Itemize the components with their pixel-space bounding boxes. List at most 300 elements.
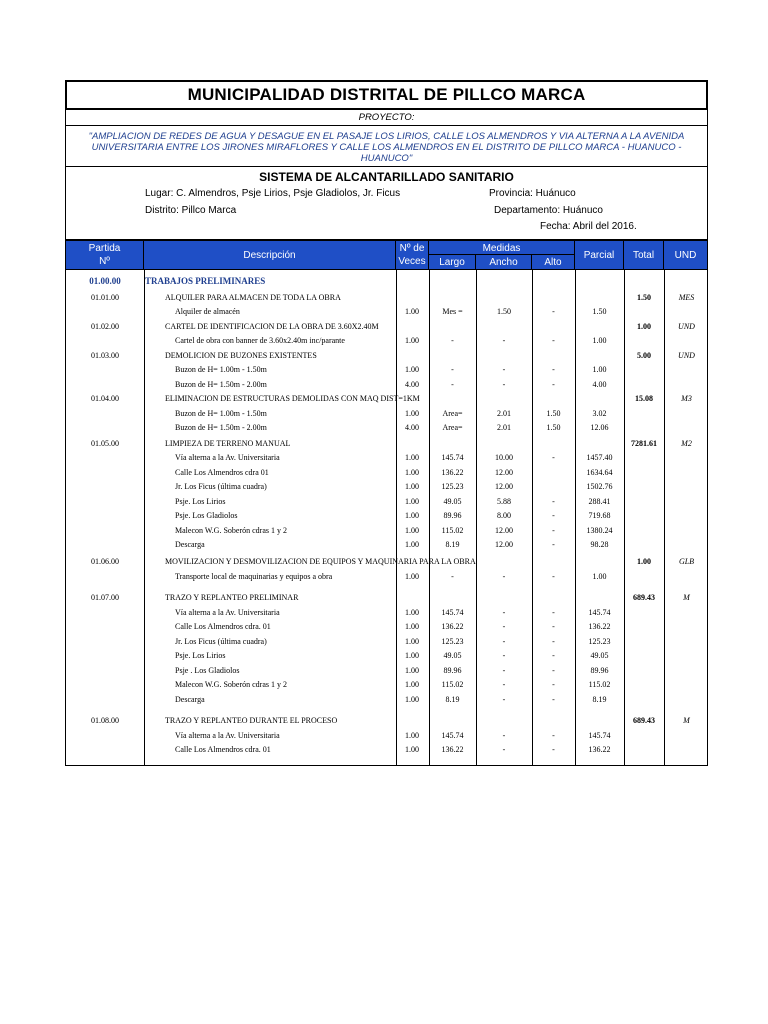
- cell-desc: Psje. Los Lirios: [175, 496, 226, 506]
- cell-code: [66, 728, 144, 743]
- cell-desc: MOVILIZACION Y DESMOVILIZACION DE EQUIPOS Y MAQUINARIA PARA LA OBRA: [165, 556, 476, 566]
- cell-total: 5.00: [637, 350, 651, 360]
- cell-alto: [532, 436, 575, 451]
- cell-total: 1.50: [637, 292, 651, 302]
- cell-parcial: 1.00: [592, 364, 607, 374]
- cell-ancho: [476, 391, 532, 406]
- cell-desc: Malecon W.G. Soberón cdras 1 y 2: [175, 679, 287, 689]
- cell-total: [624, 362, 664, 377]
- cell-parcial: 98.28: [590, 539, 609, 549]
- item-detail-row: [66, 479, 707, 494]
- col-alto: Alto: [532, 254, 575, 269]
- cell-alto: -: [552, 306, 555, 316]
- col-no-label: Nº: [99, 256, 110, 267]
- item-detail-row: [66, 304, 707, 319]
- cell-und: [664, 742, 709, 757]
- district-text: Distrito: Pillco Marca: [145, 205, 237, 216]
- cell-veces: 1.00: [405, 650, 419, 660]
- cell-total: 15.08: [635, 393, 653, 403]
- col-veces-label-1: Nº de: [399, 243, 425, 254]
- col-largo: Largo: [429, 254, 476, 269]
- cell-largo: 145.74: [441, 607, 464, 617]
- cell-veces: 1.00: [405, 452, 419, 462]
- cell-und: UND: [678, 321, 695, 331]
- item-detail-row: [66, 333, 707, 348]
- cell-und: [664, 569, 709, 584]
- item-detail-row: [66, 692, 707, 707]
- cell-parcial: 145.74: [588, 730, 611, 740]
- cell-parcial: 4.00: [592, 379, 607, 389]
- cell-alto: -: [552, 744, 555, 754]
- item-detail-row: [66, 377, 707, 392]
- cell-veces: 4.00: [405, 379, 419, 389]
- cell-und: GLB: [678, 556, 695, 566]
- cell-und: [664, 494, 709, 509]
- cell-alto: [532, 465, 575, 480]
- cell-parcial: 8.19: [592, 694, 607, 704]
- cell-code: 01.03.00: [91, 350, 119, 360]
- cell-desc: Jr. Los Ficus (última cuadra): [175, 636, 267, 646]
- cell-code: [66, 677, 144, 692]
- cell-ancho: [476, 436, 532, 451]
- table-header: [65, 240, 708, 270]
- col-medidas: Medidas: [429, 241, 575, 256]
- cell-total: [624, 333, 664, 348]
- cell-parcial: [575, 713, 624, 728]
- item-detail-row: [66, 569, 707, 584]
- item-header-row: [66, 319, 707, 334]
- cell-largo: [429, 391, 476, 406]
- cell-ancho: -: [502, 571, 506, 581]
- item-header-row: [66, 713, 707, 728]
- item-detail-row: [66, 728, 707, 743]
- cell-desc: Jr. Los Ficus (última cuadra): [175, 481, 267, 491]
- cell-total: [624, 619, 664, 634]
- cell-parcial: [575, 348, 624, 363]
- cell-desc: Vía alterna a la Av. Universitaria: [175, 730, 280, 740]
- cell-desc: Vía alterna a la Av. Universitaria: [175, 452, 280, 462]
- cell-veces: 1.00: [405, 539, 419, 549]
- cell-und: [664, 537, 709, 552]
- cell-total: 1.00: [637, 556, 651, 566]
- cell-alto: 1.50: [546, 422, 561, 432]
- cell-code: [66, 742, 144, 757]
- cell-desc: Malecon W.G. Soberón cdras 1 y 2: [175, 525, 287, 535]
- cell-total: [624, 648, 664, 663]
- cell-parcial: 719.68: [588, 510, 611, 520]
- cell-parcial: 125.23: [588, 636, 611, 646]
- cell-parcial: [575, 554, 624, 569]
- cell-alto: -: [552, 364, 555, 374]
- cell-ancho: 12.00: [495, 525, 513, 535]
- item-detail-row: [66, 494, 707, 509]
- cell-ancho: [476, 319, 532, 334]
- cell-und: [664, 333, 709, 348]
- cell-veces: 1.00: [405, 510, 419, 520]
- cell-total: [624, 494, 664, 509]
- cell-desc: LIMPIEZA DE TERRENO MANUAL: [165, 438, 291, 448]
- location-text: Lugar: C. Almendros, Psje Lirios, Psje Gladiolos, Jr. Ficus: [145, 188, 401, 199]
- col-veces: [396, 241, 429, 269]
- cell-desc: Descarga: [175, 539, 205, 549]
- cell-parcial: [575, 290, 624, 305]
- cell-alto: -: [552, 679, 555, 689]
- cell-veces: [396, 713, 428, 728]
- cell-ancho: 10.00: [495, 452, 513, 462]
- cell-code: [66, 406, 144, 421]
- cell-alto: -: [552, 650, 555, 660]
- cell-ancho: 8.00: [497, 510, 511, 520]
- cell-alto: [532, 479, 575, 494]
- cell-largo: 115.02: [441, 679, 464, 689]
- cell-parcial: 145.74: [588, 607, 611, 617]
- municipality-title: MUNICIPALIDAD DISTRITAL DE PILLCO MARCA: [65, 80, 708, 110]
- cell-largo: -: [451, 335, 454, 345]
- cell-und: MES: [678, 292, 695, 302]
- cell-ancho: -: [502, 694, 506, 704]
- cell-parcial: 1.50: [592, 306, 607, 316]
- cell-largo: 125.23: [441, 481, 464, 491]
- col-partida-label: Partida: [88, 243, 121, 254]
- cell-und: [664, 420, 709, 435]
- cell-code: 01.04.00: [91, 393, 119, 403]
- project-description: "AMPLIACION DE REDES DE AGUA Y DESAGUE EN EL PASAJE LOS LIRIOS, CALLE LOS ALMENDROS Y VIA ALTERNA A LA AVENIDA UNIVERSITARIA ENTRE LOS JIRONES MIRAFLORES Y CALLE LOS ALMENDROS EN EL DISTRITO DE PILLCO MARCA - HUANUCO - HUANUCO": [65, 126, 708, 167]
- cell-code: 01.07.00: [91, 592, 119, 602]
- cell-code: [66, 494, 144, 509]
- cell-code: [66, 523, 144, 538]
- cell-und: [664, 648, 709, 663]
- cell-largo: 145.74: [441, 730, 464, 740]
- cell-alto: -: [552, 525, 555, 535]
- cell-total: [624, 377, 664, 392]
- cell-desc: Psje. Los Gladiolos: [175, 510, 238, 520]
- cell-veces: [396, 348, 428, 363]
- item-detail-row: [66, 677, 707, 692]
- cell-ancho: -: [502, 607, 506, 617]
- cell-und: M: [683, 715, 690, 725]
- cell-veces: 1.00: [405, 607, 419, 617]
- cell-parcial: [575, 436, 624, 451]
- cell-parcial: 12.06: [590, 422, 609, 432]
- cell-veces: 1.00: [405, 525, 419, 535]
- cell-desc: ALQUILER PARA ALMACEN DE TODA LA OBRA: [165, 292, 341, 302]
- cell-alto: [532, 554, 575, 569]
- cell-veces: [396, 391, 428, 406]
- cell-total: [624, 304, 664, 319]
- cell-veces: 1.00: [405, 730, 419, 740]
- cell-total: 7281.61: [631, 438, 657, 448]
- cell-ancho: -: [502, 650, 506, 660]
- cell-largo: Area=: [442, 408, 463, 418]
- cell-largo: [429, 590, 476, 605]
- cell-total: [624, 523, 664, 538]
- cell-largo: 115.02: [441, 525, 464, 535]
- item-detail-row: [66, 537, 707, 552]
- cell-ancho: 5.88: [497, 496, 511, 506]
- cell-code: [66, 619, 144, 634]
- cell-desc: CARTEL DE IDENTIFICACION DE LA OBRA DE 3.60X2.40M: [165, 321, 379, 331]
- budget-sheet: [65, 80, 708, 766]
- cell-largo: 136.22: [441, 744, 464, 754]
- cell-total: [624, 508, 664, 523]
- cell-total: [624, 479, 664, 494]
- cell-ancho: -: [502, 730, 506, 740]
- cell-code: [66, 479, 144, 494]
- cell-parcial: 1380.24: [586, 525, 613, 535]
- system-title: SISTEMA DE ALCANTARILLADO SANITARIO: [259, 170, 514, 184]
- cell-alto: [532, 590, 575, 605]
- item-detail-row: [66, 523, 707, 538]
- cell-desc: Calle Los Almendros cdra. 01: [175, 621, 271, 631]
- cell-largo: [429, 713, 476, 728]
- date-text: Fecha: Abril del 2016.: [540, 221, 637, 232]
- cell-und: [664, 406, 709, 421]
- cell-total: [624, 406, 664, 421]
- cell-largo: -: [451, 571, 454, 581]
- department-text: Departamento: Huánuco: [494, 205, 603, 216]
- col-veces-label-2: Veces: [398, 256, 426, 267]
- cell-und: [664, 634, 709, 649]
- cell-code: [66, 634, 144, 649]
- item-detail-row: [66, 742, 707, 757]
- cell-parcial: [575, 391, 624, 406]
- cell-veces: 1.00: [405, 467, 419, 477]
- cell-veces: 1.00: [405, 665, 419, 675]
- cell-ancho: 2.01: [497, 408, 511, 418]
- cell-total: [624, 634, 664, 649]
- cell-total: [624, 677, 664, 692]
- cell-largo: [429, 290, 476, 305]
- cell-largo: Area=: [442, 422, 463, 432]
- cell-parcial: 1.00: [592, 335, 607, 345]
- cell-und: [664, 523, 709, 538]
- cell-ancho: -: [502, 621, 506, 631]
- cell-code: [66, 333, 144, 348]
- cell-desc: Psje . Los Gladiolos: [175, 665, 240, 675]
- cell-ancho: [476, 290, 532, 305]
- cell-und: UND: [678, 350, 695, 360]
- cell-code: [66, 508, 144, 523]
- cell-desc: Buzon de H= 1.00m - 1.50m: [175, 364, 267, 374]
- cell-largo: 136.22: [441, 467, 464, 477]
- col-descripcion: Descripción: [144, 241, 396, 269]
- cell-total: 1.00: [637, 321, 651, 331]
- cell-code: [66, 569, 144, 584]
- cell-ancho: -: [502, 364, 506, 374]
- item-header-row: [66, 554, 707, 569]
- cell-parcial: 89.96: [590, 665, 609, 675]
- col-partida: [66, 241, 144, 269]
- cell-parcial: 49.05: [590, 650, 609, 660]
- item-header-row: [66, 590, 707, 605]
- cell-veces: 4.00: [405, 422, 419, 432]
- cell-ancho: 1.50: [497, 306, 511, 316]
- cell-veces: 1.00: [405, 679, 419, 689]
- cell-largo: [429, 554, 476, 569]
- cell-desc: TRAZO Y REPLANTEO PRELIMINAR: [165, 592, 299, 602]
- cell-ancho: 12.00: [495, 467, 513, 477]
- cell-largo: 49.05: [443, 650, 462, 660]
- cell-desc: Cartel de obra con banner de 3.60x2.40m inc/parante: [175, 335, 345, 345]
- cell-code: 01.05.00: [91, 438, 119, 448]
- cell-und: [664, 728, 709, 743]
- cell-largo: [429, 348, 476, 363]
- cell-largo: [429, 319, 476, 334]
- cell-und: [664, 479, 709, 494]
- cell-alto: -: [552, 665, 555, 675]
- cell-alto: -: [552, 335, 555, 345]
- cell-und: [664, 450, 709, 465]
- cell-total: [624, 728, 664, 743]
- cell-alto: -: [552, 452, 555, 462]
- cell-alto: -: [552, 539, 555, 549]
- cell-total: [624, 742, 664, 757]
- col-total: Total: [624, 241, 664, 269]
- cell-total: [624, 537, 664, 552]
- cell-veces: 1.00: [405, 335, 419, 345]
- cell-total: [624, 663, 664, 678]
- cell-largo: 8.19: [445, 539, 460, 549]
- cell-und: [664, 605, 709, 620]
- cell-ancho: [476, 713, 532, 728]
- item-detail-row: [66, 663, 707, 678]
- item-detail-row: [66, 619, 707, 634]
- cell-und: [664, 619, 709, 634]
- cell-total: [624, 692, 664, 707]
- col-ancho: Ancho: [476, 254, 532, 269]
- cell-ancho: -: [502, 335, 506, 345]
- cell-desc: ELIMINACION DE ESTRUCTURAS DEMOLIDAS CON MAQ DIST=1KM: [165, 393, 420, 403]
- cell-total: 689.43: [633, 592, 655, 602]
- cell-ancho: [476, 554, 532, 569]
- cell-ancho: 12.00: [495, 481, 513, 491]
- cell-alto: -: [552, 636, 555, 646]
- table-body: [65, 270, 708, 766]
- cell-alto: [532, 290, 575, 305]
- item-header-row: [66, 290, 707, 305]
- group-row: [66, 273, 707, 288]
- cell-veces: 1.00: [405, 636, 419, 646]
- cell-ancho: 2.01: [497, 422, 511, 432]
- cell-code: [66, 605, 144, 620]
- cell-parcial: 1.00: [592, 571, 607, 581]
- item-detail-row: [66, 648, 707, 663]
- cell-parcial: 3.02: [592, 408, 607, 418]
- cell-parcial: 1502.76: [586, 481, 613, 491]
- cell-desc: Psje. Los Lirios: [175, 650, 226, 660]
- item-detail-row: [66, 465, 707, 480]
- cell-parcial: 1634.64: [586, 467, 613, 477]
- cell-alto: -: [552, 694, 555, 704]
- cell-desc: Calle Los Almendros cdra 01: [175, 467, 269, 477]
- cell-code: 01.02.00: [91, 321, 119, 331]
- group-label: TRABAJOS PRELIMINARES: [145, 275, 266, 286]
- cell-und: [664, 362, 709, 377]
- cell-code: [66, 362, 144, 377]
- item-header-row: [66, 391, 707, 406]
- cell-parcial: 1457.40: [586, 452, 613, 462]
- cell-code: [66, 450, 144, 465]
- item-detail-row: [66, 420, 707, 435]
- cell-veces: 1.00: [405, 694, 419, 704]
- cell-ancho: [476, 590, 532, 605]
- cell-veces: [396, 590, 428, 605]
- cell-code: [66, 304, 144, 319]
- item-detail-row: [66, 605, 707, 620]
- col-und: UND: [674, 249, 697, 261]
- item-detail-row: [66, 508, 707, 523]
- cell-largo: [429, 436, 476, 451]
- group-code: 01.00.00: [89, 275, 121, 286]
- cell-ancho: -: [502, 744, 506, 754]
- item-detail-row: [66, 406, 707, 421]
- item-detail-row: [66, 362, 707, 377]
- cell-code: [66, 420, 144, 435]
- cell-ancho: -: [502, 379, 506, 389]
- cell-desc: Vía alterna a la Av. Universitaria: [175, 607, 280, 617]
- cell-desc: Descarga: [175, 694, 205, 704]
- cell-und: [664, 663, 709, 678]
- cell-alto: [532, 713, 575, 728]
- cell-parcial: [575, 590, 624, 605]
- cell-code: 01.06.00: [91, 556, 119, 566]
- proyecto-label: PROYECTO:: [65, 110, 708, 126]
- cell-und: M: [683, 592, 690, 602]
- cell-code: [66, 648, 144, 663]
- cell-veces: 1.00: [405, 364, 419, 374]
- cell-ancho: [476, 348, 532, 363]
- cell-veces: 1.00: [405, 481, 419, 491]
- cell-largo: 49.05: [443, 496, 462, 506]
- cell-largo: -: [451, 379, 454, 389]
- cell-ancho: -: [502, 665, 506, 675]
- cell-alto: -: [552, 730, 555, 740]
- cell-und: M2: [681, 438, 692, 448]
- cell-desc: Buzon de H= 1.00m - 1.50m: [175, 408, 267, 418]
- cell-code: 01.01.00: [91, 292, 119, 302]
- cell-veces: [396, 319, 428, 334]
- cell-desc: Calle Los Almendros cdra. 01: [175, 744, 271, 754]
- cell-alto: [532, 319, 575, 334]
- cell-veces: 1.00: [405, 744, 419, 754]
- cell-desc: Buzon de H= 1.50m - 2.00m: [175, 422, 267, 432]
- item-detail-row: [66, 450, 707, 465]
- item-header-row: [66, 436, 707, 451]
- cell-desc: DEMOLICION DE BUZONES EXISTENTES: [165, 350, 317, 360]
- cell-veces: 1.00: [405, 571, 419, 581]
- cell-alto: -: [552, 379, 555, 389]
- cell-desc: Alquiler de almacén: [175, 306, 240, 316]
- cell-alto: -: [552, 510, 555, 520]
- cell-desc: TRAZO Y REPLANTEO DURANTE EL PROCESO: [165, 715, 338, 725]
- cell-und: [664, 304, 709, 319]
- cell-alto: -: [552, 571, 555, 581]
- item-header-row: [66, 348, 707, 363]
- cell-code: [66, 663, 144, 678]
- cell-largo: 89.96: [443, 510, 462, 520]
- col-parcial: Parcial: [575, 241, 624, 269]
- cell-veces: 1.00: [405, 496, 419, 506]
- cell-largo: 145.74: [441, 452, 464, 462]
- cell-veces: 1.00: [405, 306, 419, 316]
- cell-desc: Buzon de H= 1.50m - 2.00m: [175, 379, 267, 389]
- cell-code: 01.08.00: [91, 715, 119, 725]
- cell-largo: 89.96: [443, 665, 462, 675]
- cell-largo: 136.22: [441, 621, 464, 631]
- cell-largo: Mes =: [442, 306, 463, 316]
- cell-und: [664, 677, 709, 692]
- cell-ancho: 12.00: [495, 539, 513, 549]
